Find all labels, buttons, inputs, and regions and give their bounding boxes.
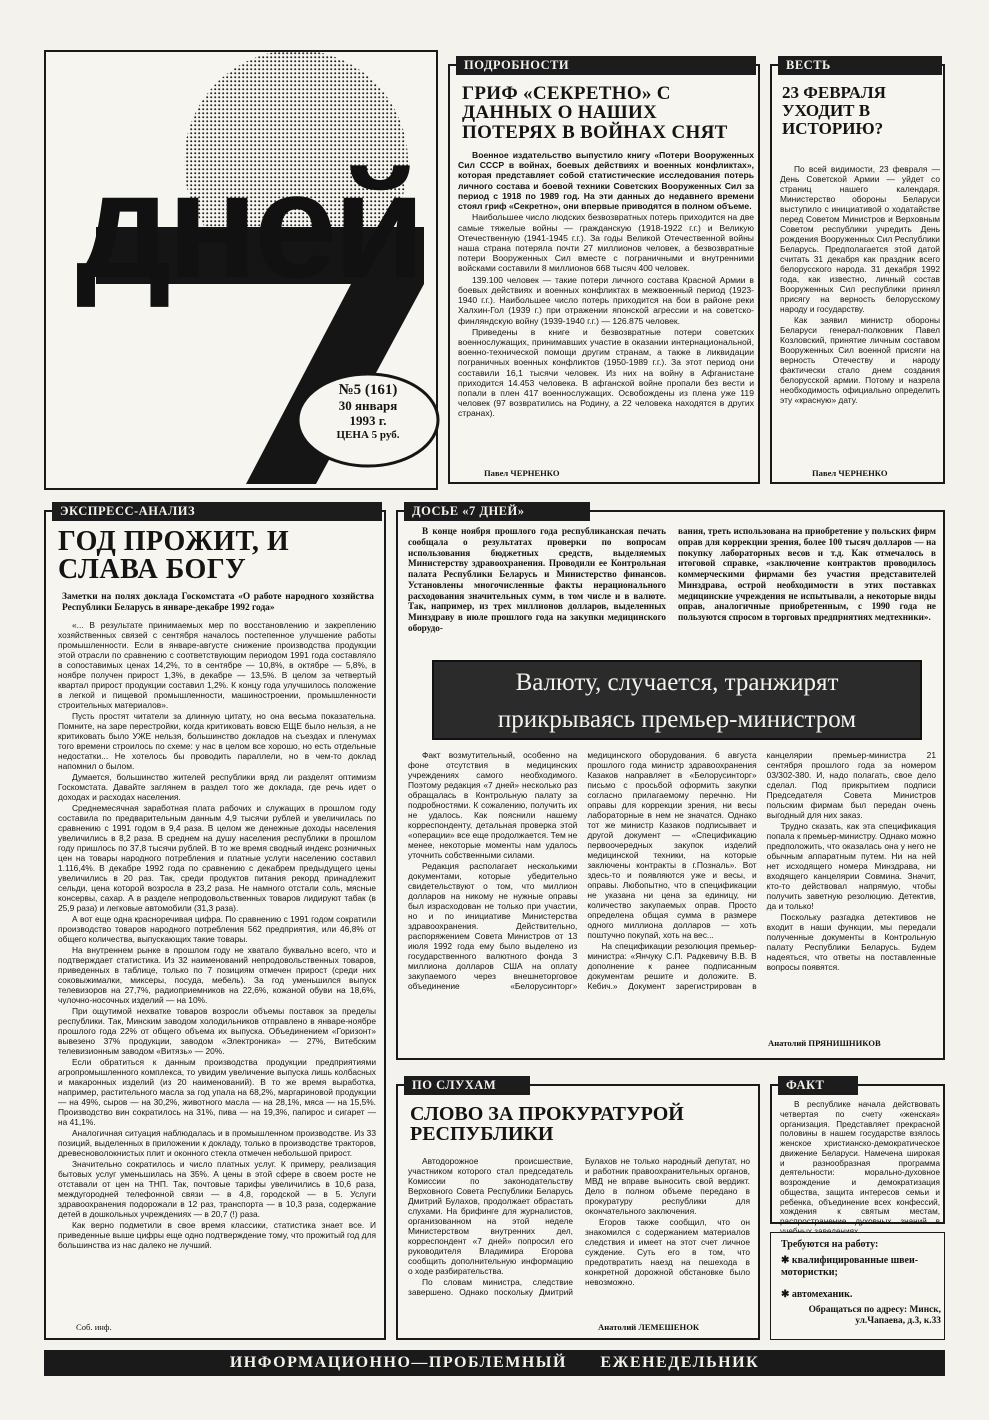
job-ad xyxy=(770,1232,945,1340)
ad-heading: Требуются на работу: xyxy=(781,1239,879,1250)
express-article xyxy=(44,510,386,1340)
dossier-paragraph: Поскольку разгадка детективов не входит в наши функции, мы передали полученные документы в Контрольную палату Республики Беларусь. Будем надеяться, что ответы на поставленные вопросы появятся. xyxy=(766,912,936,972)
rumors-author: Анатолий ЛЕМЕШЕНОК xyxy=(598,1322,700,1332)
bullet-icon: ✱ xyxy=(781,1255,792,1266)
express-paragraph: Думается, большинство жителей республики вряд ли разделят оптимизм Госкомстата. Давайте заглянем в раздел того же доклада, где речь идет о доходах и расходах населения. xyxy=(58,772,376,802)
express-paragraph: Пусть простят читатели за длинную цитату, но она весьма показательна. Помните, на заре перестройки, когда критиковать вовсю ЕЩЕ было нельзя, а не критиковать было УЖЕ нельзя, большинство докладов на съездах и пленумах того времени строилось по схеме: у нас в целом все хорошо, но есть отдельные недостатки... Не хотелось бы проводить параллели, но в чем-то доклад напомнил о былом. xyxy=(58,711,376,771)
dossier-lead xyxy=(408,526,936,656)
dossier-author: Анатолий ПРЯНИШНИКОВ xyxy=(768,1038,881,1048)
rumors-paragraph: По словам министра, следствие завершено. Однако поскольку Дмитрий Булахов не только народный депутат, но и работник правоохранительных органов, МВД не вправе выносить свой вердикт. Дело в полном объеме передано в прокуратуру республики для окончательного заключения. xyxy=(408,1156,750,1297)
news-article xyxy=(770,64,945,484)
issue-date: 30 января xyxy=(338,398,398,414)
details-rubric: ПОДРОБНОСТИ xyxy=(456,56,756,75)
dossier-article xyxy=(396,510,945,1060)
express-paragraph: «... В результате принимаемых мер по восстановлению и закреплению хозяйственных связей с сентября началось постепенное улучшение работы промышленности. Если в январе-августе снижение производства продукции этой отрасли по сравнению с соответствующим периодом 1991 года составляло в сопоставимых ценах 14,2%, то в сентябре — 10,8%, в октябре — 5,8%, в ноябре получен прирост 1,3%, в декабре — 13,5%. В целом за четвертый квартал прирост продукции составил 1,2%. К концу года улучшилось положение в легкой и пищевой промышленности, машиностроении, промышленности строительных материалов». xyxy=(58,620,376,710)
express-paragraph: Среднемесячная заработная плата рабочих и служащих в прошлом году составила по предварительным данным 4,9 тысячи рублей и увеличилась по сравнению с 1991 годом в 9,4 раза. В целом же денежные доходы населения увеличились в 8,2 раза. В среднем на душу населения республики в прошлом году пришлось по 37,8 тысячи рублей. В то же время сводный индекс розничных цен на товары народного потребления и платные услуги населению составил 1.116,4%. В декабре 1992 года по сравнению с декабрем предыдущего цены увеличились в 20 раз. Так, среди продуктов питания рекорд принадлежит сельди, цена которой возросла в 23,2 раза. Не намного отстали соль, мясные консервы, сахар. А в разделе непродовольственных товаров лидируют табак (в 25,9 раза) и легковые автомобили (31,3 раза). xyxy=(58,803,376,913)
fact-body xyxy=(780,1100,940,1226)
details-paragraph: Приведены в книге и безвозвратные потери советских военнослужащих, принимавших участие в оказании интернациональной, военно-технической помощи другим странам, а также в ликвидации пограничных военных конфликтов (1950-1989 г.г.). За этот период они составили 16,1 тысячи человек. Из них на войну в Афганистане приходится 14.453 человека. В афганской войне пропали без вести и попали в плен 417 военнослужащих. Освобождены из плена уже 119 человек (97 возвратились на Родину, а 22 человека находятся в других странах). xyxy=(458,326,754,419)
footer-text: ИНФОРМАЦИОННО—ПРОБЛЕМНЫЙ ЕЖЕНЕДЕЛЬНИК xyxy=(229,1354,760,1371)
express-author: Соб. инф. xyxy=(76,1322,112,1332)
express-paragraph: На внутреннем рынке в прошлом году не хватало буквально всего, что и подтверждает статистика. Из 32 наименований непродовольственных товаров, приведенных в таблице, только по 7 позициям отмечен прирост (среди них соковыжималки, миксеры, посуда, мебель). За год уменьшился выпуск телевизоров на 27,7%, радиоприемников на 22,6%, кожаной обуви на 18,6%, чулочно-носочных изделий — на 10%. xyxy=(58,945,376,1005)
express-paragraph: Как верно подметили в свое время классики, статистика знает все. И приведенные выше цифры еще одно подтверждение тому, что прожитый год для большинства из нас далеко не лучший. xyxy=(58,1220,376,1250)
fact-rubric: ФАКТ xyxy=(778,1076,858,1095)
details-article xyxy=(448,64,760,484)
footer-bar xyxy=(44,1350,945,1376)
express-paragraph: При ощутимой нехватке товаров возросли объемы поставок за пределы республики. Так, Минским заводом холодильников отправлено в январе-ноябре прошлого года 22% от общего объема их выпуска. Объединением «Горизонт» вывезено 37% продукции, заводом «Электроника» — 27%, Витебским телевизионным заводом «Витязь» — 20%. xyxy=(58,1006,376,1056)
dossier-rubric: ДОСЬЕ «7 ДНЕЙ» xyxy=(404,502,590,521)
ad-item xyxy=(781,1255,939,1278)
details-title: ГРИФ «СЕКРЕТНО» С ДАННЫХ О НАШИХ ПОТЕРЯХ В ВОЙНАХ СНЯТ xyxy=(462,83,728,143)
news-title: 23 ФЕВРАЛЯ УХОДИТ В ИСТОРИЮ? xyxy=(782,83,886,138)
masthead xyxy=(44,50,438,490)
issue-price: ЦЕНА 5 руб. xyxy=(336,429,400,442)
dossier-lead-part: В конце ноября прошлого года республиканская печать сообщала о результатах проверки по вопросам использования бюджетных средств, выделяемых Министерству здравоохранения. Проводили ее Контрольная палата Республики Беларусь и Министерство финансов. Установлены многочисленные факты нерационального расходования значительных сумм, в том числе и в валюте. Так, например, из трех миллионов долларов, выделенных Минздраву в июле прошлого года на закупки медицинского оборудо- xyxy=(408,526,666,633)
details-lead: Военное издательство выпустило книгу «Потери Вооруженных Сил СССР в войнах, боевых действиях и военных конфликтах», которая представляет собой статистические исследования потерь личного состава и боевой техники Советских Вооруженных Сил за период с 1918 по 1989 год. На эти данных до недавнего времени стоял гриф «Секретно», они впервые приводятся в полном объеме. xyxy=(458,150,754,212)
dossier-body xyxy=(408,750,936,1034)
logo-text: дней xyxy=(76,141,422,309)
bullet-icon: ✱ xyxy=(781,1289,792,1300)
ad-item-text: квалифицированные швеи-мотористки; xyxy=(781,1255,919,1278)
fact-article xyxy=(770,1084,945,1224)
dossier-lead-part: вания, треть использована на приобретение у польских фирм оправ для коррекции зрения, более 100 тысяч долларов — на покупку лабораторных весов и т.д. Как отмечалось в итоговой справке, «заключение контрактов проводилось коммерческими фирмами без участия представителей Минздрава, острой необходимости в этих поставках медицинские учреждения не испытывали, а некоторые виды оправ, аналогичные приобретенным, с 1990 года не пользуются спросом в торговых предприятиях медтехники». xyxy=(678,526,936,623)
express-paragraph: А вот еще одна красноречивая цифра. По сравнению с 1991 годом сократили производство товаров народного потребления 562 предприятия, или 46,8% от общего количества, выпускающих такие товары. xyxy=(58,914,376,944)
fact-paragraph: В республике начала действовать четвертая по счету «женская» организация. Представляет прекрасной половины в нашем государстве взялось женское христианско-демократическое движение Беларуси. Намечена широкая и разнообразная программа деятельности: морально-духовное возрождение и демократизация общества, защита интересов семьи и ребенка, объединение всех конфессий, хождения к святым местам, распространение духовных знаний в xyxy=(780,1100,940,1226)
banner-line: Валюту, случается, транжирят xyxy=(515,669,839,696)
ad-contact: Обращаться по адресу: Минск, ул.Чапаева, д.3, к.33 xyxy=(808,1305,941,1326)
news-author: Павел ЧЕРНЕНКО xyxy=(812,468,888,478)
dossier-paragraph: На спецификации резолюция премьер-министра: «Янчуку С.П. Радкевичу В.В. В дополнение к ранее подписанным документам решите и доложите. В. Кебич.» Документ зарегистрирован в канцелярии премьер-министра 21 сентября прошлого года за номером 03/302-380. И, надо полагать, свое дело сделал. Под прикрытием подписи Председателя Совета Министров польским фирмам был передан очень выгодный для них заказ. xyxy=(587,750,936,991)
banner-line: прикрываясь премьер-министром xyxy=(497,706,857,733)
dossier-banner xyxy=(432,660,922,740)
issue-year: 1993 г. xyxy=(349,413,387,429)
express-title: ГОД ПРОЖИТ, И СЛАВА БОГУ xyxy=(58,526,290,585)
express-rubric: ЭКСПРЕСС-АНАЛИЗ xyxy=(52,502,382,521)
details-paragraph: Наибольшее число людских безвозвратных потерь приходится на две самые тяжелые войны — гражданскую (1918-1922 г.г.) и Великую Отечественную (1941-1945 г.г.). За годы Великой Отечественной войны наша страна потеряла почти 27 миллионов человек, а безвозвратные потери Вооруженных Сил вместе с пограничными и внутренними войсками составили 8 миллионов 668 тысяч 400 человек. xyxy=(458,212,754,274)
rumors-body xyxy=(408,1156,750,1322)
news-paragraph: Как заявил министр обороны Беларуси генерал-полковник Павел Козловский, принятие личным составом Вооруженных Сил военной присяги на верность Отечеству и народу фактически стало днем создания белорусской армии. Потому и назрела необходимость официально определить эту «красную» дату. xyxy=(780,315,940,405)
dossier-paragraph: Факт возмутительный, особенно на фоне отсутствия в медицинских учреждениях самого необходимого. Поэтому редакция «7 дней» несколько раз обращалась в Контрольную палату за подробностями. К сожалению, получить их не удалось. Как пояснили нашему корреспонденту, детальная проверка этой «операции» все еще продолжается. Тем не менее, некоторые моменты нам удалось уточнить собственными силами. xyxy=(408,750,578,860)
dossier-paragraph: Трудно сказать, как эта спецификация попала к премьер-министру. Однако можно предположить, что оказалась она у него не обычным аппаратным путем. Ни на ней нет исходящего номера Минздрава, ни входящего канцелярии Совмина. Значит, кто-то действовал напрямую, чтобы получить заветную резолюцию. Детектив, да и только! xyxy=(766,821,936,911)
issue-info xyxy=(308,382,428,442)
express-paragraph: Если обратиться к данным производства продукции предприятиями агропромышленного комплекса, то увидим увеличение выпуска лишь колбасных и макаронных изделий (из 20 наименований). В то же время выработка, например, растительного масла за год упала на 68,2%, маргариновой продукции — на 49%, сыров — на 30,2%, животного масла — на 28,1%, мяса — на 15,5%. Производство вин сократилось на 31%, пива — на 19,3%, папирос и сигарет — на 41,1%. xyxy=(58,1057,376,1127)
express-body xyxy=(58,620,376,1320)
express-paragraph: Аналогичная ситуация наблюдалась и в промышленном производстве. Из 33 позиций, выделенных в приложении к докладу, только в производстве тракторов, древесноволокнистых плит и оконного стекла отмечен небольшой прирост. xyxy=(58,1128,376,1158)
news-rubric: ВЕСТЬ xyxy=(778,56,942,75)
express-intro: Заметки на полях доклада Госкомстата «О работе народного хозяйства Республики Беларусь в январе-декабре 1992 года» xyxy=(62,592,374,614)
rumors-title: СЛОВО ЗА ПРОКУРАТУРОЙ РЕСПУБЛИКИ xyxy=(410,1103,684,1146)
rumors-paragraph: Автодорожное происшествие, участником которого стал председатель Комиссии по законодательству Верховного Совета Республики Беларусь Дмитрий Булахов, продолжает обрастать слухами. На брифинге для журналистов, организованном на этой неделе Министерством внутренних дел, корреспондент «7 дней» попросил его руководителя Владимира Егорова сообщить дополнительную информацию о ходе разбирательства. xyxy=(408,1156,573,1276)
rumors-article xyxy=(396,1084,760,1340)
news-body xyxy=(780,164,940,464)
news-paragraph: По всей видимости, 23 февраля — День Советской Армии — уйдет со страниц нашего календаря. Министерство обороны Беларуси выступило с инициативой о ходатайстве перед Советом Министров и Верховным Советом республики учредить День рождения Вооруженных Сил Республики Беларусь. Предполагается этой датой считать 31 декабря как праздник всего белорусского народа. 31 декабря 1992 года, как известно, личный состав Вооруженных Сил республики принял присягу на верность белорусскому народу и государству. xyxy=(780,164,940,314)
details-author: Павел ЧЕРНЕНКО xyxy=(484,468,560,478)
issue-number: №5 (161) xyxy=(338,382,398,398)
ad-item-text: автомеханик. xyxy=(791,1289,853,1300)
rumors-paragraph: Егоров также сообщил, что он знакомился с содержанием материалов следствия и имеет на этот счет личное суждение. Суть его в том, что предотвратить наезд на пешехода в конкретной дорожной обстановке было невозможно. xyxy=(585,1217,750,1287)
dossier-paragraph: Редакция располагает несколькими документами, которые убедительно свидетельствуют о том, что миллион долларов на никому не нужные оправы был израсходован не только при участии, но и по инициативе Министерства здравоохранения. Действительно, распоряжением Совета Министров от 13 июля 1992 года ему было выделено из государственного валютного фонда 3 миллиона долларов США на оплату закупаемого через внешнеторговое объединение «Белорусинторг» медицинского оборудования. 6 августа прошлого года министр здравоохранения Казаков направляет в «Белорусинторг» письмо с просьбой оформить закупки согласно прилагаемому перечню. Ни оправы для коррекции зрения, ни весы лабораторные в нем не значатся. Однако тот же министр Казаков подписывает и другой документ — «Спецификацию первоочередных закупок изделий медицинской техники, на которые заключены контракты в г.Позналь». Вот здесь-то и появляются уже и весы, и оправы. Любопытно, что в спецификации не указана ни цена за единицу, ни количество закупаемых оправ. Просто определена общая сумма в размере одного миллиона долларов — хоть поштучно покупай, хоть на вес... xyxy=(408,750,757,991)
details-body xyxy=(458,150,754,468)
ad-item xyxy=(781,1289,939,1300)
rumors-rubric: ПО СЛУХАМ xyxy=(404,1076,530,1095)
express-paragraph: Значительно сократилось и число платных услуг. К примеру, реализация бытовых услуг уменьшилась на 35%. А цены в этой сфере в своем росте не отставали от цен на ТНП. Так, почтовые тарифы увеличились в 10,6 раза, междугородней телефонной связи — в 4,8, городской — в 5. Услуги здравоохранения подорожали в 12 раз, транспорта — в 10,3 раза, содержание детей в дошкольных учреждениях — в 20,7 (!) раза. xyxy=(58,1159,376,1219)
details-paragraph: 139.100 человек — такие потери личного состава Красной Армии в боевых действиях и военных конфликтах в межвоенный период (1923-1940 г.г.). Наибольшее число потерь приходится на бои в районе реки Халхин-Гол (1939 г.) при отражении японской агрессии и на советско-финляндскую войну (1939-1940 г.г.) — 126.875 человек. xyxy=(458,274,754,326)
